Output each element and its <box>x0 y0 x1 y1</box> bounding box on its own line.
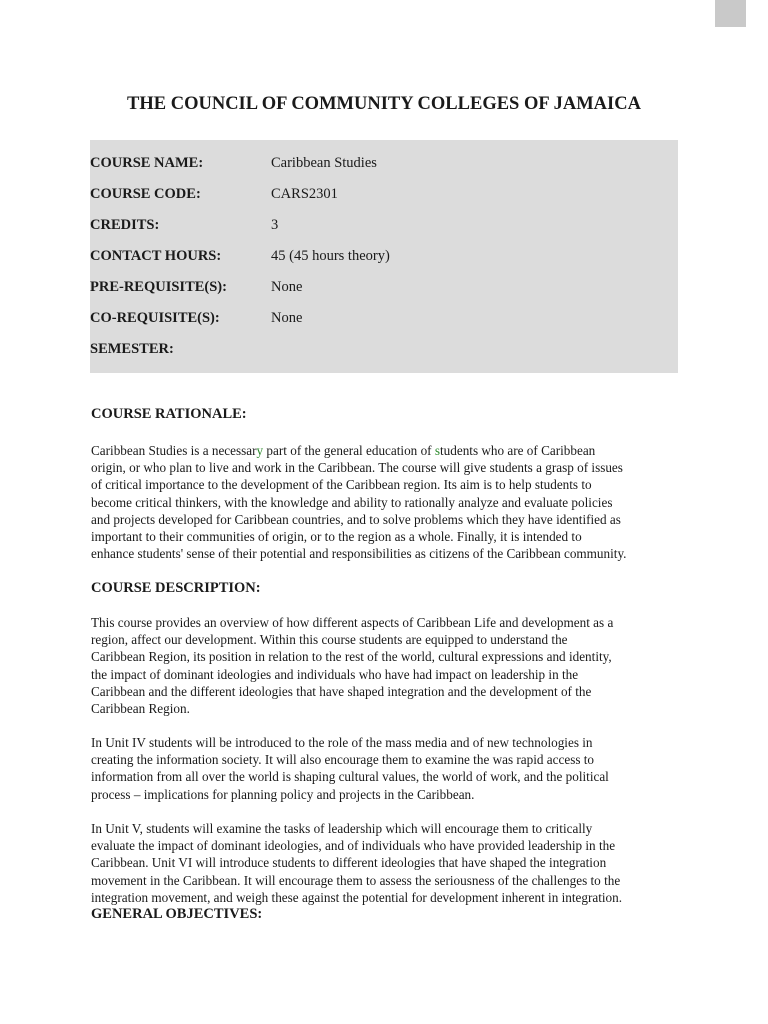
credits-value: 3 <box>271 217 279 233</box>
course-code-label: COURSE CODE: <box>90 186 201 202</box>
page-corner-tab <box>715 0 746 27</box>
credits-label: CREDITS: <box>90 217 160 233</box>
description-line: the impact of dominant ideologies and individuals who have had impact on leadership in the <box>91 666 579 682</box>
description-line: movement in the Caribbean. It will encourage them to assess the seriousness of the challenges to the <box>91 872 621 888</box>
course-name-value: Caribbean Studies <box>271 155 377 171</box>
course-info-box <box>90 140 678 373</box>
description-line: Caribbean Region. <box>91 701 190 717</box>
rationale-line: Caribbean Studies is a necessary part of the general education of students who are of Caribbean <box>91 443 596 458</box>
description-line: In Unit IV students will be introduced to the role of the mass media and of new technologies in <box>91 735 593 750</box>
description-line: creating the information society. It will also encourage them to examine the was rapid access to <box>91 752 595 768</box>
course-description-paragraph-1 <box>91 614 681 717</box>
pre-requisites-value: None <box>271 279 303 295</box>
rationale-line: of critical importance to the development of the Caribbean region. Its aim is to help students to <box>91 477 592 493</box>
rationale-line: origin, or who plan to live and work in the Caribbean. The course will give students a grasp of issues <box>91 460 623 476</box>
course-rationale-paragraph <box>91 442 681 562</box>
description-line: process – implications for planning policy and projects in the Caribbean. <box>91 786 475 802</box>
pre-requisites-label: PRE-REQUISITE(S): <box>90 279 227 295</box>
semester-label: SEMESTER: <box>90 341 174 357</box>
rationale-line: enhance students' sense of their potential and responsibilities as citizens of the Caribbean community. <box>91 546 627 562</box>
description-line: integration movement, and weigh these against the potential for development inherent in integration. <box>91 889 623 905</box>
course-description-paragraph-3 <box>91 820 681 906</box>
course-name-label: COURSE NAME: <box>90 155 204 171</box>
course-rationale-heading: COURSE RATIONALE: <box>91 406 247 422</box>
contact-hours-value: 45 (45 hours theory) <box>271 248 390 264</box>
co-requisites-value: None <box>271 310 303 326</box>
description-line: Caribbean and the different ideologies that have shaped integration and the development of the <box>91 683 592 699</box>
rationale-line: become critical thinkers, with the knowledge and ability to rationally analyze and evaluate policies <box>91 494 613 510</box>
contact-hours-label: CONTACT HOURS: <box>90 248 222 264</box>
description-line: This course provides an overview of how different aspects of Caribbean Life and development as a <box>91 615 614 630</box>
description-line: Caribbean. Unit VI will introduce students to different ideologies that have shaped the integration <box>91 855 607 871</box>
description-line: information from all over the world is shaping cultural values, the world of work, and the political <box>91 769 609 785</box>
course-description-paragraph-2 <box>91 734 681 803</box>
description-line: evaluate the impact of dominant ideologies, and of individuals who have provided leadership in the <box>91 838 616 854</box>
description-line: In Unit V, students will examine the tasks of leadership which will encourage them to critically <box>91 821 593 836</box>
course-description-heading: COURSE DESCRIPTION: <box>91 580 261 596</box>
document-title: THE COUNCIL OF COMMUNITY COLLEGES OF JAMAICA <box>127 94 641 114</box>
co-requisites-label: CO-REQUISITE(S): <box>90 310 220 326</box>
general-objectives-heading: GENERAL OBJECTIVES: <box>91 906 263 922</box>
rationale-line: important to their communities of origin, or to the region as a whole. Finally, it is intended to <box>91 529 582 545</box>
course-code-value: CARS2301 <box>271 186 338 202</box>
description-line: Caribbean Region, its position in relation to the rest of the world, cultural expressions and identity, <box>91 649 612 665</box>
rationale-line: and projects developed for Caribbean countries, and to solve problems which they have identified as <box>91 511 621 527</box>
description-line: region, affect our development. Within this course students are equipped to understand the <box>91 632 568 648</box>
